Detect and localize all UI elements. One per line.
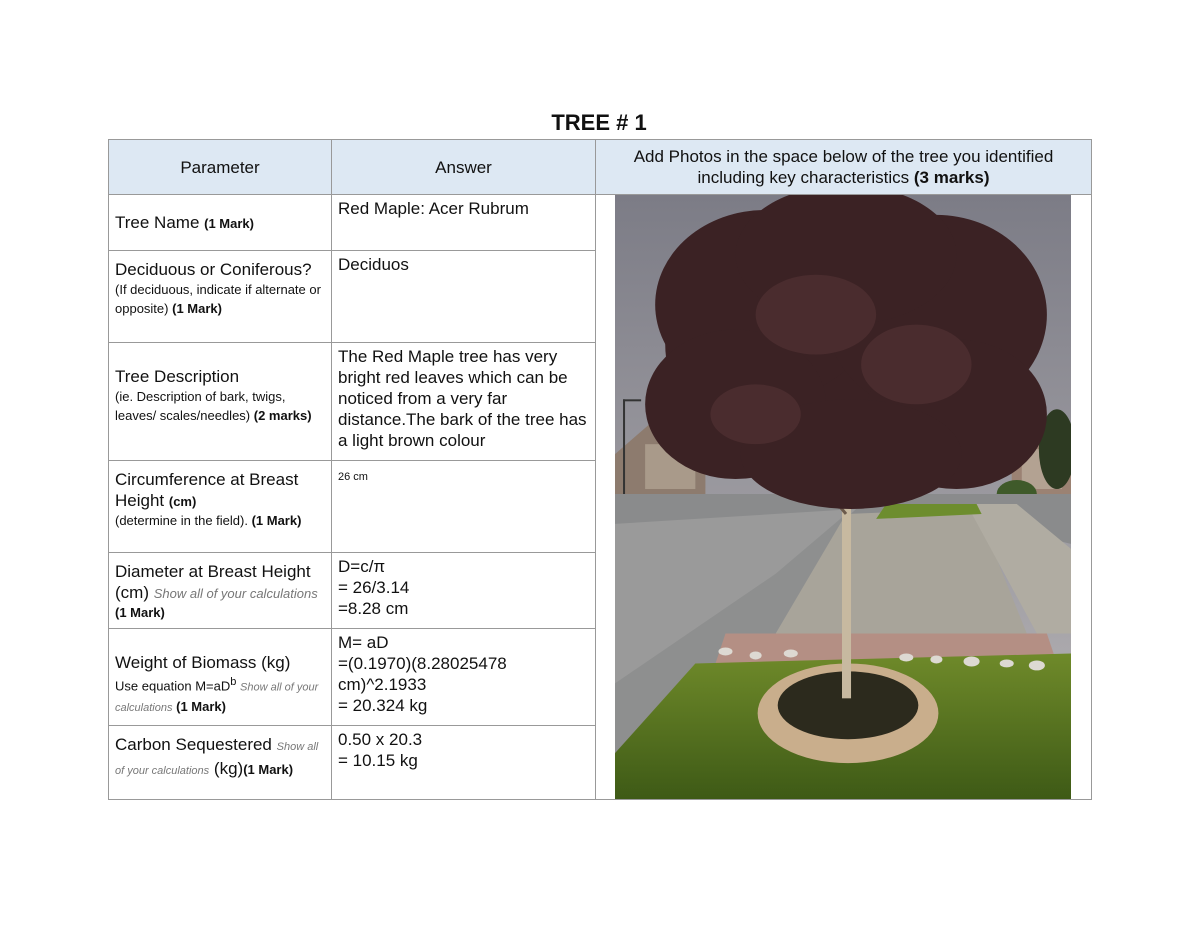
header-answer: Answer (332, 140, 596, 195)
answer-diameter[interactable] (332, 553, 596, 629)
param-marks: (1 Mark) (115, 605, 165, 620)
answer-text: 26 cm (338, 471, 368, 483)
header-row (109, 140, 1092, 195)
answer-line: = 20.324 kg (338, 696, 428, 715)
answer-line: M= aD (338, 633, 389, 652)
param-deciduous (109, 251, 332, 343)
answer-biomass[interactable] (332, 629, 596, 726)
answer-line: =8.28 cm (338, 599, 409, 618)
header-photos-marks: (3 marks) (913, 168, 990, 187)
answer-line: = 10.15 kg (338, 751, 418, 770)
tree-table (108, 139, 1092, 800)
param-note: (ie. Description of bark, twigs, leaves/ scales/needles) (115, 389, 286, 423)
param-label: Tree Name (115, 213, 200, 232)
answer-line: 0.50 x 20.3 (338, 730, 423, 749)
param-description (109, 343, 332, 461)
param-note: (determine in the field). (115, 513, 248, 528)
tree-photo-image (615, 195, 1071, 799)
param-label: Tree Description (115, 367, 240, 386)
header-photos (596, 140, 1092, 195)
answer-carbon[interactable] (332, 726, 596, 800)
header-photos-text: Add Photos in the space below of the tree you identified including key characteristics (633, 147, 1054, 187)
param-marks: (1 Mark) (243, 762, 294, 777)
param-unit: (kg) (213, 759, 244, 778)
answer-line: D=c/π (338, 557, 386, 576)
param-biomass (109, 629, 332, 726)
param-label: Diameter at Breast Height (cm) (115, 562, 311, 602)
param-label: Weight of Biomass (kg) (115, 653, 291, 672)
answer-deciduous[interactable]: Deciduos (332, 251, 596, 343)
param-carbon (109, 726, 332, 800)
param-tree-name (109, 195, 332, 251)
param-circumference (109, 461, 332, 553)
param-label: Carbon Sequestered (115, 735, 272, 754)
param-unit: (cm) (168, 494, 197, 509)
answer-line: = 26/3.14 (338, 578, 410, 597)
param-marks: (1 Mark) (172, 301, 222, 316)
param-marks: (1 Mark) (204, 216, 254, 231)
param-note: Show all of your calculations (115, 681, 319, 715)
param-marks: (1 Mark) (176, 699, 226, 715)
param-marks: (2 marks) (253, 408, 312, 423)
param-note: Show all of your calculations (115, 741, 319, 777)
answer-line: =(0.1970)(8.28025478 (338, 654, 507, 673)
answer-description[interactable]: The Red Maple tree has very bright red leaves which can be noticed from a very far distance.The bark of the tree has a light brown colour (332, 343, 596, 461)
param-note: Show all of your calculations (153, 586, 318, 601)
answer-circumference[interactable] (332, 461, 596, 553)
tree-photo (615, 195, 1071, 799)
photo-cell (596, 195, 1092, 800)
param-marks: (1 Mark) (251, 513, 302, 528)
header-parameter: Parameter (109, 140, 332, 195)
answer-line: cm)^2.1933 (338, 675, 427, 694)
page-title: TREE # 1 (551, 110, 647, 135)
row-tree-name (109, 195, 1092, 251)
answer-tree-name[interactable]: Red Maple: Acer Rubrum (332, 195, 596, 251)
param-label: Circumference at Breast Height (115, 470, 299, 510)
param-eq: Use equation M=aD (115, 678, 231, 694)
param-diameter (109, 553, 332, 629)
param-eq-sup: b (230, 676, 237, 688)
param-note: (If deciduous, indicate if alternate or opposite) (115, 282, 321, 316)
param-label: Deciduous or Coniferous? (115, 260, 312, 279)
